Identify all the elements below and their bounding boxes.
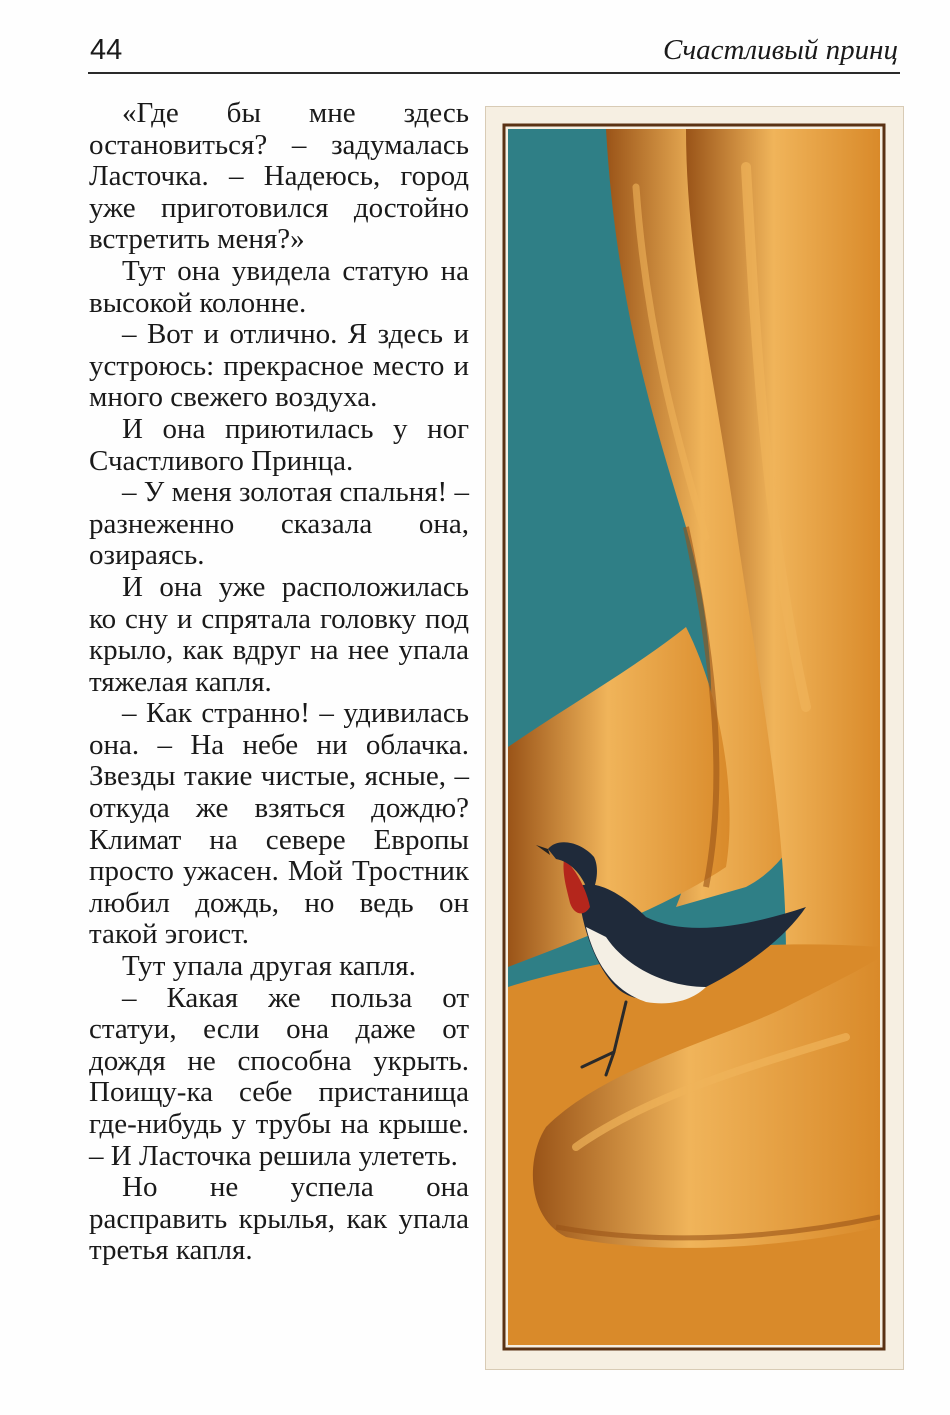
paragraph: И она уже расположилась ко сну и спрятала головку под крыло, как вдруг на нее упала тяжелая капля. — [89, 570, 469, 698]
illustration-art — [486, 107, 903, 1369]
paragraph: – У меня золотая спальня! – разнеженно сказала она, озираясь. — [89, 476, 469, 572]
illustration — [485, 106, 904, 1370]
paragraph: «Где бы мне здесь остановиться? – задумалась Ласточка. – Надеюсь, город уже приготовился достойно встретить меня?» — [89, 97, 469, 256]
body-text — [89, 98, 469, 1267]
paragraph: Тут она увидела статую на высокой колонне. — [89, 254, 469, 319]
running-header — [88, 30, 900, 74]
running-title: Счастливый принц — [662, 34, 898, 66]
page-number: 44 — [90, 34, 123, 66]
paragraph: – Как странно! – удивилась она. – На небе ни облачка. Звезды такие чистые, ясные, – откуда же взяться дождю? Климат на севере Европы просто ужасен. Мой Тростник любил дождь, но ведь он такой эгоист. — [89, 697, 469, 951]
paragraph: – Вот и отлично. Я здесь и устроюсь: прекрасное место и много свежего воздуха. — [89, 318, 469, 414]
paragraph: И она приютилась у ног Счастливого Принца. — [89, 412, 469, 477]
paragraph: – Какая же польза от статуи, если она даже от дождя не способна укрыть. Поищу-ка себе пристанища где-нибудь у трубы на крыше. – И Ласточка решила улететь. — [89, 981, 469, 1172]
paragraph: Но не успела она расправить крылья, как упала третья капля. — [89, 1171, 469, 1267]
paragraph: Тут упала другая капля. — [122, 950, 416, 983]
